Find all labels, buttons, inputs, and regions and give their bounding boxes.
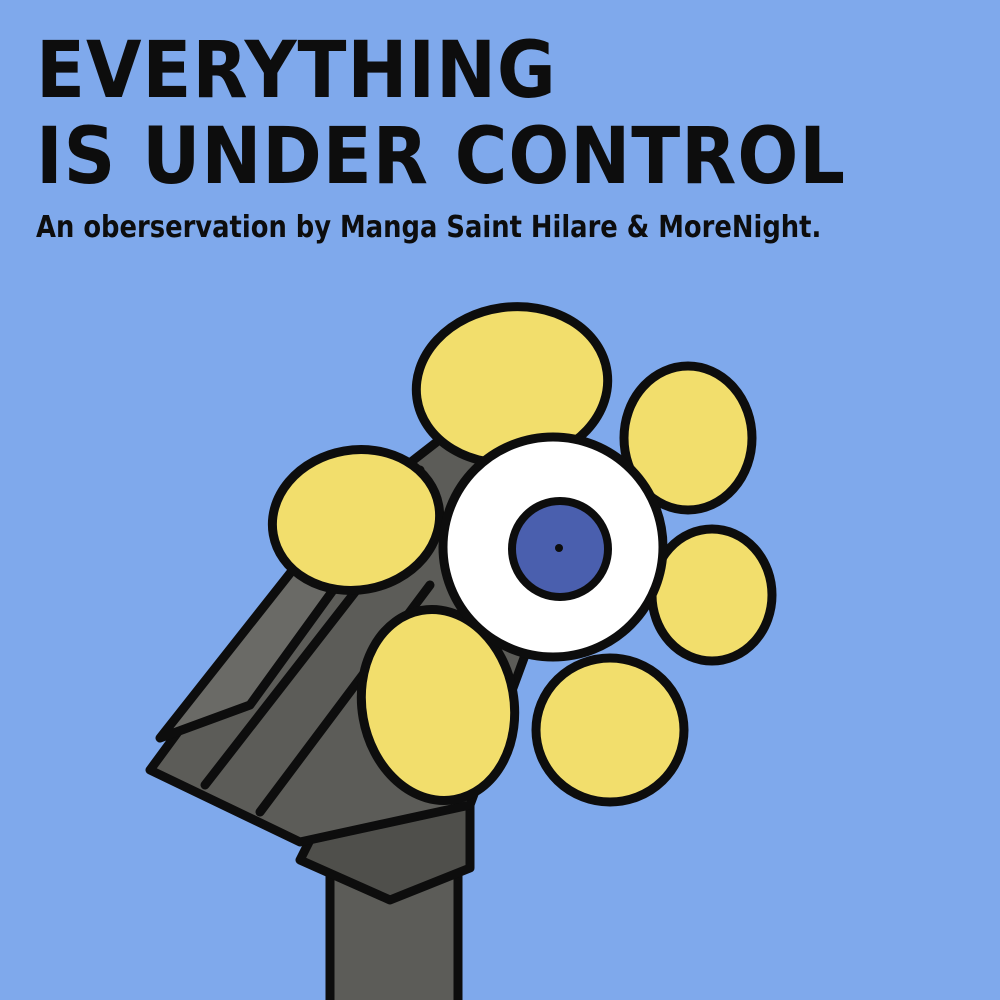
headline-line-1: EVERYTHING [36, 26, 557, 116]
petal [536, 658, 684, 802]
petal [652, 529, 772, 661]
subtitle: An oberservation by Manga Saint Hilare & MoreNight. [36, 210, 822, 245]
pupil [555, 544, 563, 552]
eye-icon [443, 437, 663, 657]
headline-line-2: IS UNDER CONTROL [36, 112, 846, 202]
